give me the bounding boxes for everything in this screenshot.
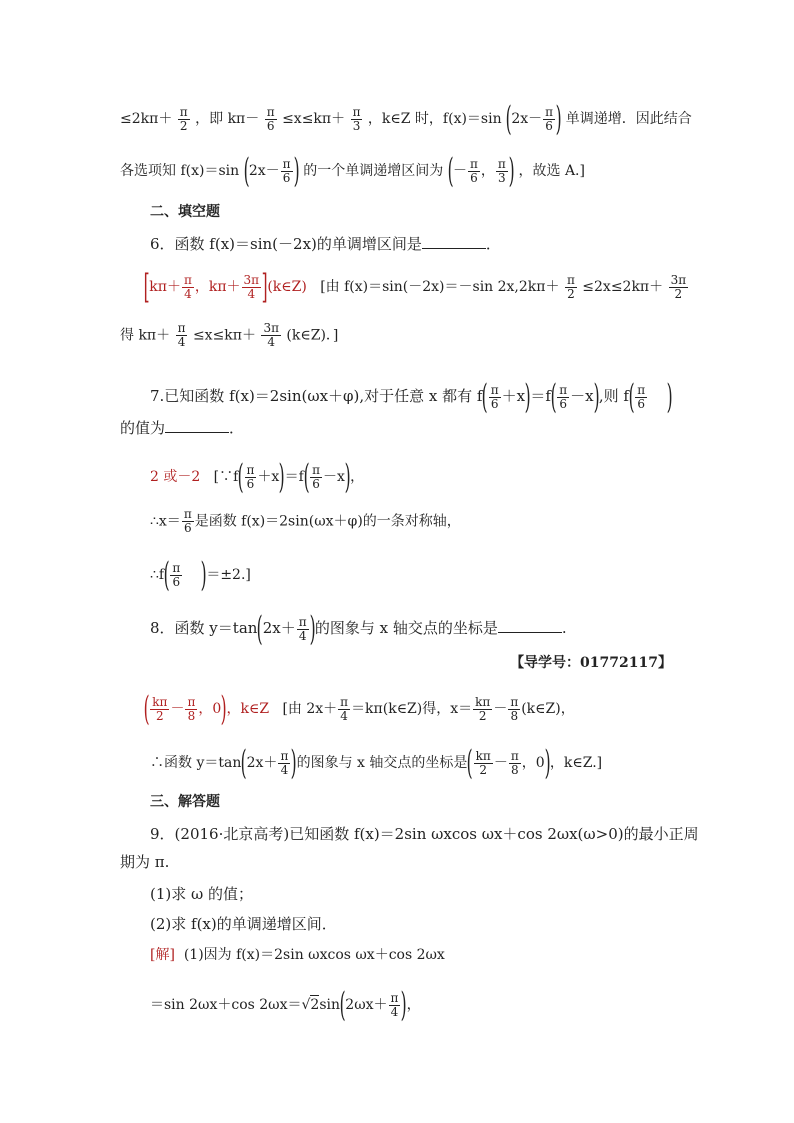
- paren-right: ): [309, 609, 316, 649]
- text: (k∈Z): [267, 279, 307, 295]
- text: ，0: [198, 701, 222, 717]
- answer: [143, 267, 311, 307]
- question-7-solution-line-3: [150, 555, 251, 595]
- question-9-solution-line-1: [150, 945, 445, 965]
- fraction-pi-8: $\frac{\pi}{8}$: [187, 694, 196, 723]
- paren-left: (: [447, 151, 454, 191]
- text: ≤2kπ＋: [120, 111, 173, 127]
- text: ∴x＝: [150, 513, 181, 530]
- paren-right: ): [593, 377, 600, 417]
- text: 8．函数 y＝tan: [150, 619, 258, 637]
- fraction-pi-6: $\frac{\pi}{6}$: [312, 462, 320, 491]
- question-9-stem-1: 9．(2016·北京高考)已知函数 f(x)＝2sin ωxcos ωx＋cos 2ωx(ω>0)的最小正周: [150, 825, 699, 843]
- paren-right: ): [293, 151, 300, 191]
- text: ＝±2.]: [206, 567, 251, 583]
- text: ＝f: [530, 387, 551, 405]
- fraction-pi-6: $\frac{\pi}{6}$: [470, 156, 478, 185]
- question-8-answer-line: [143, 689, 575, 729]
- text: ，: [480, 163, 495, 179]
- answer: 2 或－2: [150, 469, 201, 485]
- text: 6．函数 f(x)＝sin(－2x)的单调增区间是: [150, 235, 422, 253]
- paren-right: ): [401, 985, 408, 1025]
- fraction-3pi-4: $\frac{3\pi}{4}$: [263, 321, 279, 349]
- text: 的值为: [120, 419, 166, 437]
- sqrt-radicand: 2: [310, 997, 320, 1013]
- fraction-pi-4: $\frac{\pi}{4}$: [280, 748, 289, 777]
- section-heading-answer: 三、解答题: [150, 794, 220, 810]
- fraction-pi-4: $\frac{\pi}{4}$: [298, 614, 307, 643]
- fraction-pi-3: $\frac{\pi}{3}$: [352, 104, 361, 133]
- paren-right: ): [290, 743, 297, 783]
- answer: [143, 689, 274, 729]
- intro-line-2: [120, 151, 585, 191]
- text: 的图象与 x 轴交点的坐标是: [296, 755, 468, 771]
- text: 是函数 f(x)＝2sin(ωx＋φ)的一条对称轴，: [194, 513, 461, 530]
- paren-left: (: [241, 743, 247, 783]
- text: －x: [570, 387, 594, 405]
- question-7-stem: [150, 377, 673, 417]
- fraction-3pi-4: $\frac{3\pi}{4}$: [243, 272, 260, 301]
- fraction-pi-6: $\frac{\pi}{6}$: [246, 462, 255, 491]
- text: ∴f: [150, 567, 165, 583]
- fraction-pi-2: $\frac{\pi}{2}$: [566, 272, 575, 301]
- text: －: [493, 755, 508, 771]
- text: 各选项知 f(x)＝sin: [120, 163, 240, 179]
- paren-right: ): [555, 99, 562, 139]
- text: kπ＋: [149, 279, 181, 295]
- fraction-pi-2: $\frac{\pi}{2}$: [179, 104, 188, 133]
- question-9-part-1: (1)求 ω 的值；: [150, 885, 254, 903]
- text: [由 f(x)＝sin(－2x)＝－sin 2x,2kπ＋: [320, 279, 560, 295]
- question-6-stem: 6．函数 f(x)＝sin(－2x)的单调增区间是 ．: [150, 235, 501, 253]
- fraction-pi-4: $\frac{\pi}{4}$: [183, 272, 192, 301]
- text: ＋x: [501, 387, 526, 405]
- paren-right: ): [278, 457, 285, 497]
- question-9-part-2: (2)求 f(x)的单调递增区间．: [150, 915, 337, 933]
- paren-left: (: [257, 609, 264, 649]
- guide-number: 【导学号：01772117】: [510, 655, 672, 671]
- text: ＋x: [257, 469, 280, 485]
- fraction-kpi-2: $\frac{k\pi}{2}$: [152, 694, 168, 723]
- paren-left: (: [143, 689, 150, 729]
- answer-blank: [498, 618, 562, 633]
- paren-right: ): [200, 555, 207, 595]
- text: [∵f: [213, 469, 239, 485]
- paren-left: (: [467, 743, 474, 783]
- fraction-pi-6: $\frac{\pi}{6}$: [183, 507, 192, 535]
- bracket-right: ]: [261, 267, 268, 307]
- text: ，即 kπ－: [195, 111, 260, 127]
- text: 2x－: [248, 163, 280, 179]
- section-heading-fill: 二、填空题: [150, 204, 220, 220]
- fraction-pi-6: $\frac{\pi}{6}$: [282, 156, 291, 185]
- fraction-pi-8: $\frac{\pi}{8}$: [510, 748, 519, 777]
- text: (k∈Z)．]: [286, 327, 339, 344]
- fraction-pi-6: $\frac{\pi}{6}$: [266, 104, 275, 133]
- answer-blank: [422, 234, 486, 249]
- question-8-stem: 8．函数 y＝tan(2x＋ $\frac{\pi}{4}$ )的图象与 x 轴交点的坐标是 .: [150, 609, 567, 649]
- question-7-solution-line-2: [150, 508, 461, 535]
- fraction-pi-6: $\frac{\pi}{6}$: [559, 382, 568, 411]
- bracket-left: [: [143, 267, 150, 307]
- text: ，k∈Z.]: [549, 755, 603, 771]
- question-9-solution-line-2: [150, 985, 421, 1025]
- question-8-solution-line-2: [150, 743, 603, 783]
- text: 2ωx＋: [345, 997, 388, 1013]
- paren-left: (: [339, 985, 346, 1025]
- solution-label: [解]: [150, 947, 175, 963]
- paren-right: ): [666, 377, 673, 417]
- text: 2x－: [511, 111, 543, 127]
- text: ＝f: [284, 469, 304, 485]
- fraction-pi-4: $\frac{\pi}{4}$: [340, 694, 349, 723]
- text: ＝kπ(k∈Z)得，x＝: [351, 701, 473, 717]
- text: ,则 f: [598, 387, 629, 405]
- paren-left: (: [482, 377, 489, 417]
- text: (k∈Z)，: [521, 701, 575, 717]
- text: －: [170, 701, 185, 717]
- intro-line-1: [120, 99, 692, 139]
- text: ，: [406, 997, 421, 1013]
- paren-right: ): [220, 689, 227, 729]
- fraction-pi-6: $\frac{\pi}{6}$: [172, 560, 181, 589]
- text: ，kπ＋: [194, 279, 241, 295]
- fraction-kpi-2: $\frac{k\pi}{2}$: [475, 748, 491, 777]
- text: 7.已知函数 f(x)＝2sin(ωx＋φ),对于任意 x 都有 f: [150, 387, 483, 405]
- paren-right: ): [544, 743, 551, 783]
- paren-left: (: [303, 457, 310, 497]
- question-7-answer-line: [150, 457, 365, 497]
- paren-left: (: [243, 151, 250, 191]
- text: sin: [319, 997, 341, 1013]
- text: 2x＋: [262, 619, 296, 637]
- fraction-pi-6: $\frac{\pi}{6}$: [545, 104, 554, 133]
- text: 的一个单调递增区间为: [303, 163, 444, 179]
- text: ，故选 A.]: [518, 163, 585, 179]
- paren-left: (: [163, 555, 170, 595]
- fraction-pi-8: $\frac{\pi}{8}$: [510, 694, 519, 723]
- fraction-pi-6: $\frac{\pi}{6}$: [490, 382, 499, 411]
- fraction-3pi-2: $\frac{3\pi}{2}$: [670, 272, 687, 301]
- text: 单调递增．因此结合: [565, 111, 692, 127]
- text: ∴函数 y＝tan: [150, 755, 242, 771]
- paren-left: (: [628, 377, 635, 417]
- text: ，k∈Z 时，f(x)＝sin: [367, 111, 502, 127]
- question-6-answer-line: [143, 267, 689, 307]
- question-9-stem-2: 期为 π.: [120, 853, 170, 871]
- text: －: [493, 701, 508, 717]
- fraction-pi-3: $\frac{\pi}{3}$: [497, 156, 506, 185]
- question-6-solution-line-2: [120, 322, 338, 349]
- text: (1)因为 f(x)＝2sin ωxcos ωx＋cos 2ωx: [183, 947, 445, 963]
- answer-blank: [165, 418, 229, 433]
- question-7-stem-2: 的值为 ．: [120, 419, 245, 437]
- fraction-kpi-2: $\frac{k\pi}{2}$: [475, 694, 491, 723]
- paren-left: (: [237, 457, 244, 497]
- text: 2x＋: [246, 755, 278, 771]
- text: 的图象与 x 轴交点的坐标是: [314, 619, 498, 637]
- fraction-pi-6: $\frac{\pi}{6}$: [637, 382, 646, 411]
- text: －x: [322, 469, 345, 485]
- text: ，k∈Z: [226, 701, 270, 717]
- text: ≤x≤kπ＋: [192, 327, 256, 344]
- paren-right: ): [524, 377, 531, 417]
- fraction-pi-4: $\frac{\pi}{4}$: [177, 321, 186, 349]
- text: 得 kπ＋: [120, 327, 171, 344]
- text: ，: [350, 469, 365, 485]
- paren-right: ): [344, 457, 351, 497]
- text: ，0: [521, 755, 545, 771]
- text: ＝sin 2ωx＋cos 2ωx＝: [150, 997, 302, 1013]
- sqrt-sign: √: [301, 997, 311, 1013]
- paren-left: (: [550, 377, 557, 417]
- paren-left: (: [505, 99, 512, 139]
- fraction-pi-4: $\frac{\pi}{4}$: [390, 990, 399, 1019]
- text: －: [453, 163, 467, 179]
- text: ≤x≤kπ＋: [282, 111, 346, 127]
- text: [由 2x＋: [282, 701, 338, 717]
- paren-right: ): [508, 151, 515, 191]
- text: ≤2x≤2kπ＋: [582, 279, 664, 295]
